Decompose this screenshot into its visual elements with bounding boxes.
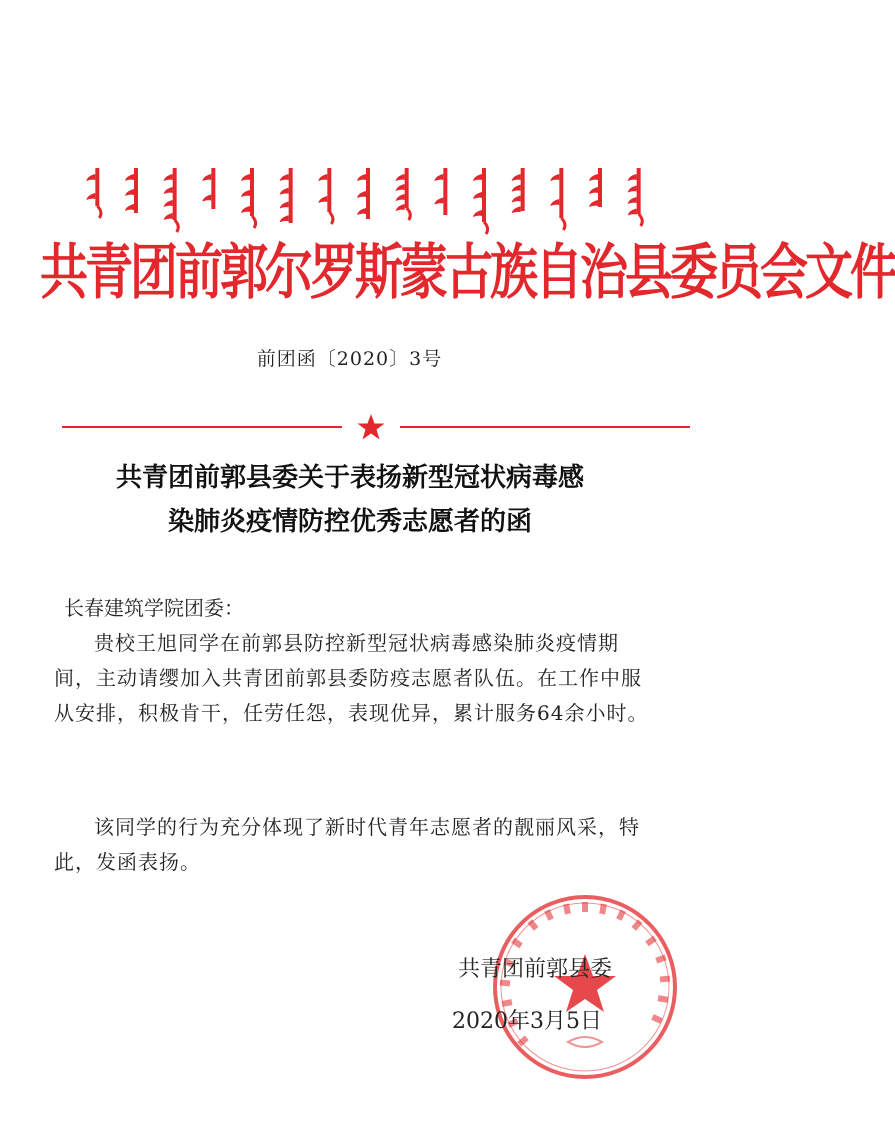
letter-title-line-2: 染肺炎疫情防控优秀志愿者的函 [167, 507, 532, 537]
mongolian-glyph [202, 168, 215, 209]
official-seal-icon [490, 892, 680, 1082]
salutation: 长春建筑学院团委： [64, 596, 244, 620]
red-rule-left [62, 426, 342, 428]
signing-date: 2020年3月5日 [452, 1009, 602, 1034]
masthead-title: 共青团前郭尔罗斯蒙古族自治县委员会文件 [40, 238, 895, 308]
mongolian-glyph [396, 168, 411, 220]
star-icon [356, 412, 386, 442]
body-paragraph-1: 贵校王旭同学在前郭县防控新型冠状病毒感染肺炎疫情期间，主动请缨加入共青团前郭县委防疫志愿者队伍。在工作中服从安排，积极肯干，任劳任怨，表现优异，累计服务64余小时。 [54, 631, 649, 725]
mongolian-glyph [357, 168, 370, 219]
mongolian-glyph [318, 168, 333, 224]
mongolian-glyph [589, 168, 602, 207]
signer: 共青团前郭县委 [458, 957, 613, 982]
mongolian-glyph [434, 168, 447, 215]
mongolian-glyph [512, 168, 525, 213]
mongolian-glyph [86, 168, 101, 218]
red-rule-right [400, 426, 690, 428]
letter-title-line-1: 共青团前郭县委关于表扬新型冠状病毒感 [115, 463, 584, 493]
mongolian-glyph [241, 168, 256, 228]
mongolian-script-heading [78, 160, 658, 232]
document-number: 前团函〔2020〕3号 [256, 348, 443, 370]
mongolian-glyph [550, 168, 565, 230]
mongolian-script-graphic [78, 160, 658, 232]
body-paragraph-2: 该同学的行为充分体现了新时代青年志愿者的靓丽风采，特此，发函表扬。 [54, 815, 640, 874]
mongolian-glyph [473, 168, 488, 234]
mongolian-glyph [628, 168, 643, 226]
mongolian-glyph [280, 168, 293, 223]
mongolian-glyph [125, 168, 138, 213]
mongolian-glyph [164, 168, 179, 232]
letter-title [40, 456, 660, 544]
